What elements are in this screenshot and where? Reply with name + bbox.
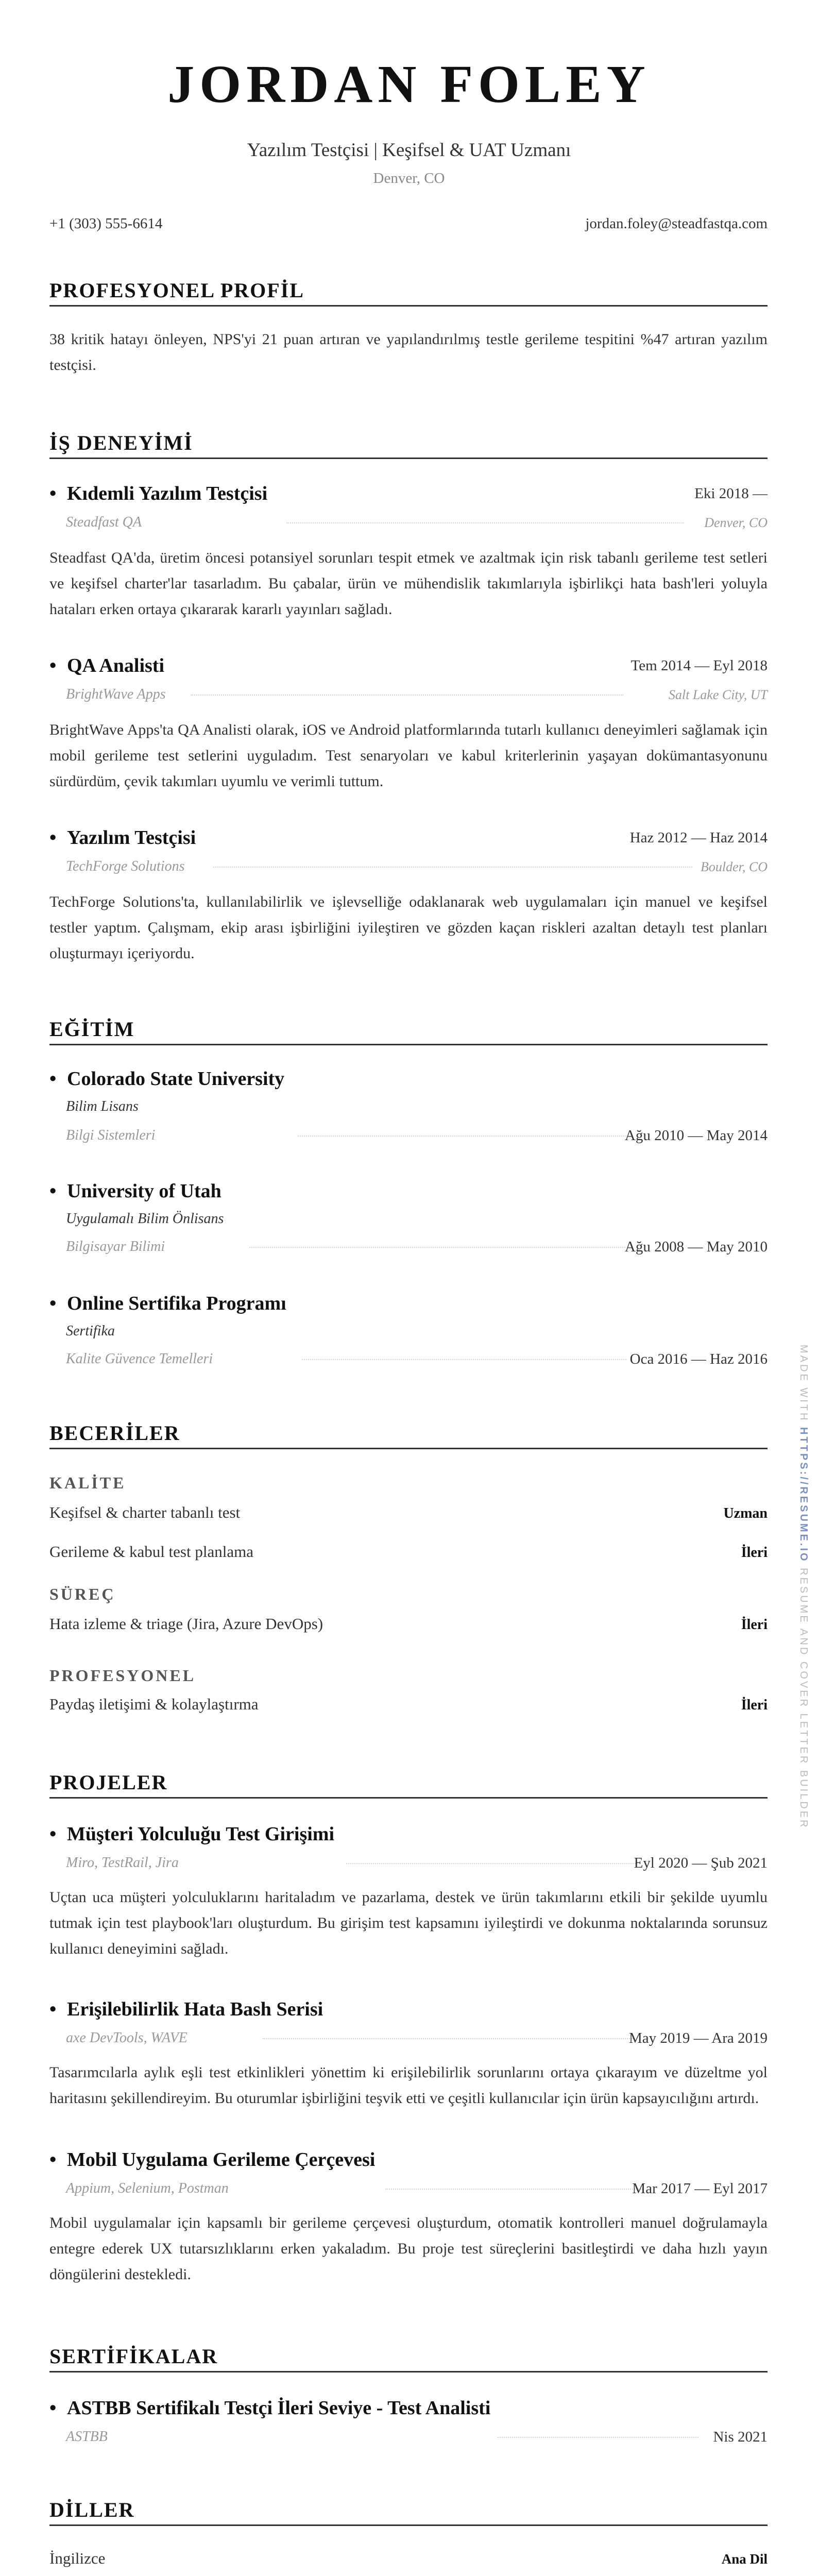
section-title-education: EĞİTİM	[49, 1018, 135, 1041]
job-location: Denver, CO	[704, 515, 768, 530]
section-divider	[49, 305, 768, 307]
bullet-icon: •	[49, 2149, 57, 2171]
skill-level: İleri	[741, 1617, 768, 1633]
job-dates: Haz 2012 — Haz 2014	[629, 829, 768, 846]
dotted-leader	[191, 694, 623, 696]
language-level: Ana Dil	[721, 2551, 768, 2567]
section-divider	[49, 1044, 768, 1045]
skill-level: İleri	[741, 1545, 768, 1561]
section-title-languages: DİLLER	[49, 2498, 135, 2521]
section-title-projects: PROJELER	[49, 1771, 168, 1794]
phone-number[interactable]: +1 (303) 555-6614	[49, 215, 163, 232]
dotted-leader	[385, 2189, 643, 2190]
degree-name: Sertifika	[66, 1323, 115, 1339]
bullet-icon: •	[49, 1068, 57, 1090]
job-company: BrightWave Apps	[66, 686, 166, 702]
project-description: Uçtan uca müşteri yolculuklarını haritaladım ve pazarlama, destek ve ürün takımlarını etkili bir şekilde uyumlu tutmak için test playbook'ları oluşturdum. Bu girişim test kapsamını iyileştirdi ve dokunma noktalarında sorunsuz kullanıcı deneyimini sağladı.	[49, 1889, 768, 1957]
job-location: Salt Lake City, UT	[668, 687, 768, 702]
watermark-suffix: RESUME AND COVER LETTER BUILDER	[798, 1568, 809, 1829]
job-title: • Kıdemli Yazılım Testçisi	[49, 483, 268, 504]
job-dates: Tem 2014 — Eyl 2018	[630, 657, 768, 674]
dotted-leader	[498, 2437, 698, 2438]
section-title-experience: İŞ DENEYİMİ	[49, 431, 193, 454]
job-description: BrightWave Apps'ta QA Analisti olarak, iOS ve Android platformlarında tutarlı kullanıcı deneyimleri sağlamak için mobil gerileme test setlerini uyguladım. Test senaryoları ve kabul kriterlerinin yaşayan dokümantasyonunu sürdürdüm, çevik takımları uyumlu ve verimli tuttum.	[49, 721, 768, 790]
project-tools: axe DevTools, WAVE	[66, 2030, 188, 2046]
education-dates: Oca 2016 — Haz 2016	[629, 1351, 768, 1367]
job-company: TechForge Solutions	[66, 858, 185, 874]
bullet-icon: •	[49, 1180, 57, 1202]
project-name: • Müşteri Yolculuğu Test Girişimi	[49, 1823, 335, 1845]
project-description: Tasarımcılarla aylık eşli test etkinlikleri yönettim ki erişilebilirlik sorunlarını ortaya çıkarayım ve düzeltme yol haritasını şekillendireyim. Bu oturumlar işbirliğini teşvik etti ve çeşitli kullanıcılar için ürün kapsayıcılığını artırdı.	[49, 2064, 768, 2107]
watermark-link[interactable]: HTTPS://RESUME.IO	[798, 1427, 809, 1563]
skill-level: Uzman	[723, 1505, 768, 1521]
skill-name: Gerileme & kabul test planlama	[49, 1543, 253, 1561]
candidate-tagline: Yazılım Testçisi | Keşifsel & UAT Uzmanı	[247, 140, 571, 161]
dotted-leader	[346, 1863, 640, 1864]
degree-name: Bilim Lisans	[66, 1098, 139, 1114]
dotted-leader	[286, 522, 684, 523]
job-title: • QA Analisti	[49, 655, 164, 676]
skill-category: PROFESYONEL	[49, 1666, 196, 1685]
section-divider	[49, 2524, 768, 2526]
section-divider	[49, 1797, 768, 1799]
language-name: İngilizce	[49, 2549, 106, 2567]
project-name: • Erişilebilirlik Hata Bash Serisi	[49, 1998, 323, 2020]
builder-watermark	[797, 1345, 809, 1829]
field-of-study: Bilgi Sistemleri	[66, 1127, 156, 1143]
candidate-location: Denver, CO	[373, 170, 445, 187]
skill-name: Keşifsel & charter tabanlı test	[49, 1503, 241, 1521]
section-divider	[49, 1448, 768, 1449]
certification-name: • ASTBB Sertifikalı Testçi İleri Seviye - Test Analisti	[49, 2397, 491, 2419]
bullet-icon: •	[49, 655, 57, 676]
section-title-skills: BECERİLER	[49, 1421, 180, 1445]
bullet-icon: •	[49, 1998, 57, 2020]
job-company: Steadfast QA	[66, 514, 142, 530]
candidate-name: JORDAN FOLEY	[167, 55, 651, 114]
certification-issuer: ASTBB	[66, 2429, 108, 2445]
school-name: • Online Sertifika Programı	[49, 1293, 286, 1314]
dotted-leader	[249, 1247, 625, 1248]
section-divider	[49, 2371, 768, 2372]
project-dates: Eyl 2020 — Şub 2021	[634, 1855, 768, 1871]
project-description: Mobil uygulamalar için kapsamlı bir gerileme çerçevesi oluşturdum, otomatik kontrolleri manuel doğrulamayla entegre ederek UX tutarsızlıklarını erken yakaladım. Bu proje test süreçlerini basitleştirdi ve daha hızlı yayın döngülerini destekledi.	[49, 2214, 768, 2283]
skill-name: Paydaş iletişimi & kolaylaştırma	[49, 1695, 259, 1713]
job-title: • Yazılım Testçisi	[49, 827, 196, 849]
section-divider	[49, 457, 768, 459]
skill-category: KALİTE	[49, 1473, 126, 1492]
dotted-leader	[302, 1359, 626, 1360]
field-of-study: Kalite Güvence Temelleri	[66, 1351, 213, 1367]
dotted-leader	[298, 1136, 633, 1137]
email-address[interactable]: jordan.foley@steadfastqa.com	[585, 215, 768, 232]
bullet-icon: •	[49, 1823, 57, 1845]
field-of-study: Bilgisayar Bilimi	[66, 1239, 165, 1255]
job-description: Steadfast QA'da, üretim öncesi potansiyel sorunları tespit etmek ve azaltmak için risk tabanlı gerileme test setleri ve keşifsel charter'lar tasarladım. Bu çabalar, ürün ve mühendislik takımlarıyla işbirlikçi hata bash'leri yoluyla hataları erken ortaya çıkararak kararlı yayınları sağladı.	[49, 549, 768, 618]
bullet-icon: •	[49, 1293, 57, 1314]
profile-summary: 38 kritik hatayı önleyen, NPS'yi 21 puan artıran ve yapılandırılmış testle gerileme tespitini %47 artıran yazılım testçisi.	[49, 331, 768, 374]
project-name: • Mobil Uygulama Gerileme Çerçevesi	[49, 2149, 376, 2171]
bullet-icon: •	[49, 483, 57, 504]
job-dates: Eki 2018 —	[694, 485, 768, 502]
bullet-icon: •	[49, 827, 57, 849]
section-title-certifications: SERTİFİKALAR	[49, 2345, 218, 2368]
section-title-profile: PROFESYONEL PROFİL	[49, 279, 304, 302]
certification-date: Nis 2021	[713, 2429, 768, 2445]
school-name: • University of Utah	[49, 1180, 221, 1202]
dotted-leader	[263, 2038, 634, 2039]
education-dates: Ağu 2008 — May 2010	[624, 1239, 768, 1255]
skill-name: Hata izleme & triage (Jira, Azure DevOps)	[49, 1615, 323, 1633]
skill-category: SÜREÇ	[49, 1585, 116, 1603]
skill-level: İleri	[741, 1697, 768, 1713]
education-dates: Ağu 2010 — May 2014	[624, 1127, 768, 1144]
project-tools: Appium, Selenium, Postman	[66, 2180, 229, 2196]
school-name: • Colorado State University	[49, 1068, 285, 1090]
watermark-prefix: MADE WITH	[798, 1345, 809, 1422]
project-dates: Mar 2017 — Eyl 2017	[632, 2180, 768, 2197]
dotted-leader	[213, 867, 692, 868]
job-location: Boulder, CO	[701, 859, 768, 874]
project-dates: May 2019 — Ara 2019	[628, 2030, 768, 2046]
bullet-icon: •	[49, 2397, 57, 2419]
project-tools: Miro, TestRail, Jira	[66, 1855, 179, 1871]
degree-name: Uygulamalı Bilim Önlisans	[66, 1211, 224, 1227]
job-description: TechForge Solutions'ta, kullanılabilirlik ve işlevselliğe odaklanarak web uygulamaları için manuel ve keşifsel testler yaptım. Çalışmam, ekip arası işbirliğini iyileştiren ve gözden kaçan riskleri azaltan detaylı test planları oluşturmayı içeriyordu.	[49, 893, 768, 962]
